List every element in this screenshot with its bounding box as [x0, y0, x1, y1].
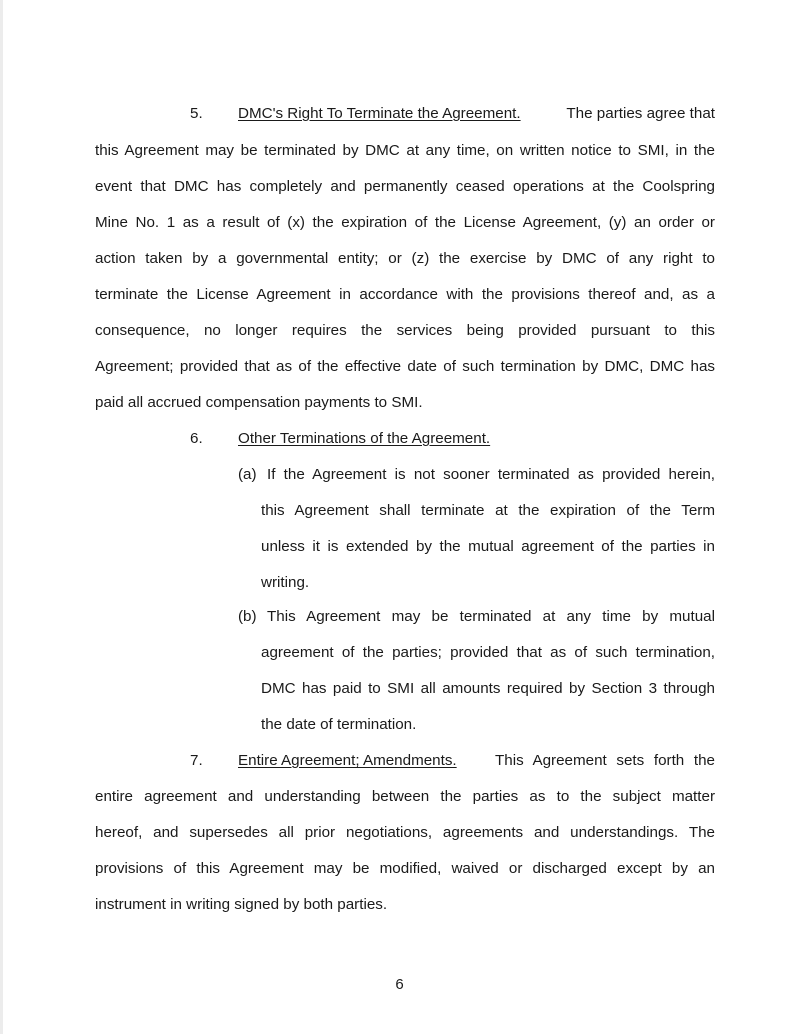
paragraph-line: provisions of this Agreement may be modified, waived or discharged except by an [95, 860, 715, 877]
paragraph-line: If the Agreement is not sooner terminated as provided herein, [267, 466, 715, 483]
section-heading: DMC's Right To Terminate the Agreement. [238, 105, 521, 122]
section-heading-line [238, 752, 715, 770]
paragraph-line: The parties agree that [566, 105, 715, 122]
paragraph-line: agreement of the parties; provided that as of such termination, [261, 644, 715, 661]
paragraph-line: entire agreement and understanding between the parties as to the subject matter [95, 788, 715, 805]
section-heading-line [238, 105, 715, 123]
section-heading: Other Terminations of the Agreement. [238, 430, 491, 447]
page-number: 6 [395, 976, 404, 993]
paragraph-line: this Agreement shall terminate at the expiration of the Term [261, 502, 715, 519]
paragraph-line: unless it is extended by the mutual agreement of the parties in [261, 538, 715, 555]
paragraph-line: writing. [261, 574, 310, 591]
section-heading: Entire Agreement; Amendments. [238, 752, 457, 769]
paragraph-line: This Agreement may be terminated at any time by mutual [267, 608, 715, 625]
section-number: 7. [190, 752, 203, 769]
paragraph-line: consequence, no longer requires the services being provided pursuant to this [95, 322, 715, 339]
paragraph-line: Mine No. 1 as a result of (x) the expiration of the License Agreement, (y) an order or [95, 214, 715, 231]
paragraph-line: instrument in writing signed by both parties. [95, 896, 388, 913]
scan-edge [0, 0, 3, 1034]
paragraph-line: this Agreement may be terminated by DMC at any time, on written notice to SMI, in the [95, 142, 715, 159]
section-number: 5. [190, 105, 203, 122]
subsection-label: (a) [238, 466, 257, 483]
paragraph-line: This Agreement sets forth the [495, 752, 715, 769]
subsection-label: (b) [238, 608, 257, 625]
paragraph-line: Agreement; provided that as of the effective date of such termination by DMC, DMC has [95, 358, 715, 375]
paragraph-line: event that DMC has completely and permanently ceased operations at the Coolspring [95, 178, 715, 195]
paragraph-line: the date of termination. [261, 716, 417, 733]
paragraph-line: hereof, and supersedes all prior negotiations, agreements and understandings. The [95, 824, 715, 841]
paragraph-line: DMC has paid to SMI all amounts required by Section 3 through [261, 680, 715, 697]
paragraph-line: paid all accrued compensation payments to SMI. [95, 394, 423, 411]
section-number: 6. [190, 430, 203, 447]
paragraph-line: action taken by a governmental entity; or (z) the exercise by DMC of any right to [95, 250, 715, 267]
paragraph-line: terminate the License Agreement in accordance with the provisions thereof and, as a [95, 286, 715, 303]
